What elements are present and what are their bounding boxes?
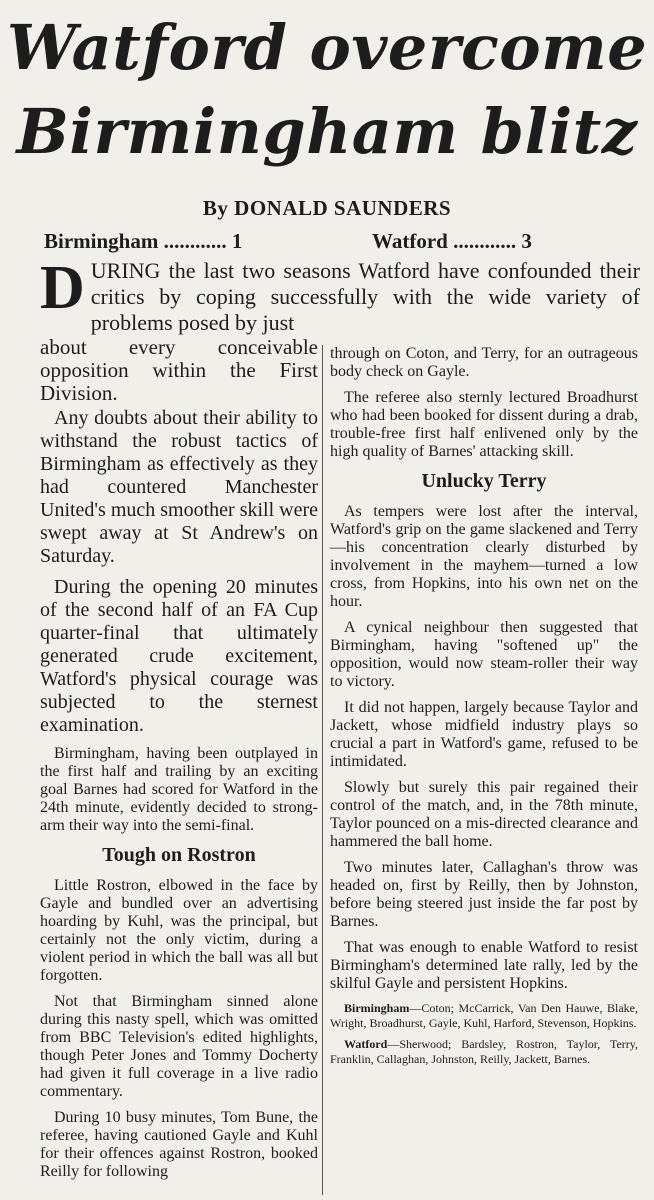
team-name: Birmingham <box>344 1001 410 1015</box>
headline <box>0 6 654 174</box>
paragraph: It did not happen, largely because Taylor and Jackett, whose midfield industry plays so crucial a part in Watford's game, refused to be intimidated. <box>330 699 638 770</box>
subheading: Unlucky Terry <box>421 470 547 492</box>
headline-line-1: Watford overcome <box>6 11 648 84</box>
team-lineup-birmingham <box>330 1001 638 1031</box>
right-column <box>330 345 638 1073</box>
column-divider <box>322 345 323 1195</box>
paragraph: That was enough to enable Watford to resist Birmingham's determined late rally, led by the skilful Gayle and persistent Hopkins. <box>330 939 638 992</box>
score-away: Watford ............ 3 <box>372 229 532 253</box>
left-column <box>40 407 318 1189</box>
paragraph: The referee also sternly lectured Broadhurst who had been booked for dissent during a drab, trouble-free first half enlivened only by the high quality of Barnes' attacking skill. <box>330 389 638 460</box>
paragraph: Any doubts about their ability to withstand the robust tactics of Birmingham as effectively as they had countered Manchester United's much smoother skill were swept away at St Andrew's on Saturday. <box>40 407 318 567</box>
drop-cap: D <box>40 254 85 322</box>
paragraph: A cynical neighbour then suggested that Birmingham, having "softened up" the opposition, would now steam-roller their way to victory. <box>330 619 638 690</box>
paragraph: Two minutes later, Callaghan's throw was headed on, first by Reilly, then by Johnston, before being steered just inside the far post by Barnes. <box>330 859 638 930</box>
paragraph: As tempers were lost after the interval, Watford's grip on the game slackened and Terry—his concentration clearly disturbed by involvement in the mayhem—turned a low cross, from Hopkins, into his own net on the hour. <box>330 503 638 610</box>
score-home: Birmingham ............ 1 <box>44 229 243 253</box>
paragraph: Little Rostron, elbowed in the face by Gayle and bundled over an advertising hoarding by Kuhl, was the principal, but certainly not the only victim, during a violent period in which the ball was all but forgotten. <box>40 877 318 984</box>
lead-text: URING the last two seasons Watford have confounded their critics by coping successfully with the wide variety of problems posed by just <box>90 258 640 335</box>
team-players: —Coton; McCarrick, Van Den Hauwe, Blake, Wright, Broadhurst, Gayle, Kuhl, Harford, Stevenson, Hopkins. <box>330 1001 638 1030</box>
subheading: Tough on Rostron <box>102 844 256 866</box>
lead-continued: about every conceivable opposition within the First Division. <box>40 335 318 405</box>
team-name: Watford <box>344 1037 388 1051</box>
headline-line-2: Birmingham blitz <box>16 95 638 168</box>
team-players: —Sherwood; Bardsley, Rostron, Taylor, Terry, Franklin, Callaghan, Johnston, Reilly, Jackett, Barnes. <box>330 1037 638 1066</box>
paragraph: Birmingham, having been outplayed in the first half and trailing by an exciting goal Barnes had scored for Watford in the 24th minute, evidently decided to strong-arm their way into the semi-final. <box>40 745 318 834</box>
paragraph: Slowly but surely this pair regained their control of the match, and, in the 78th minute, Taylor pounced on a mis-directed clearance and hammered the ball home. <box>330 779 638 850</box>
paragraph: through on Coton, and Terry, for an outrageous body check on Gayle. <box>330 345 638 380</box>
paragraph: During the opening 20 minutes of the second half of an FA Cup quarter-final that ultimately generated crude excitement, Watford's physical courage was subjected to the sternest examination. <box>40 576 318 736</box>
team-lineup-watford <box>330 1037 638 1067</box>
paragraph: Not that Birmingham sinned alone during this nasty spell, which was omitted from BBC Television's edited highlights, though Peter Jones and Tommy Docherty had given it full coverage in a live radio commentary. <box>40 993 318 1100</box>
byline: By DONALD SAUNDERS <box>202 196 452 220</box>
paragraph: During 10 busy minutes, Tom Bune, the referee, having cautioned Gayle and Kuhl for their offences against Rostron, booked Reilly for following <box>40 1109 318 1180</box>
lead-paragraph <box>40 254 640 336</box>
